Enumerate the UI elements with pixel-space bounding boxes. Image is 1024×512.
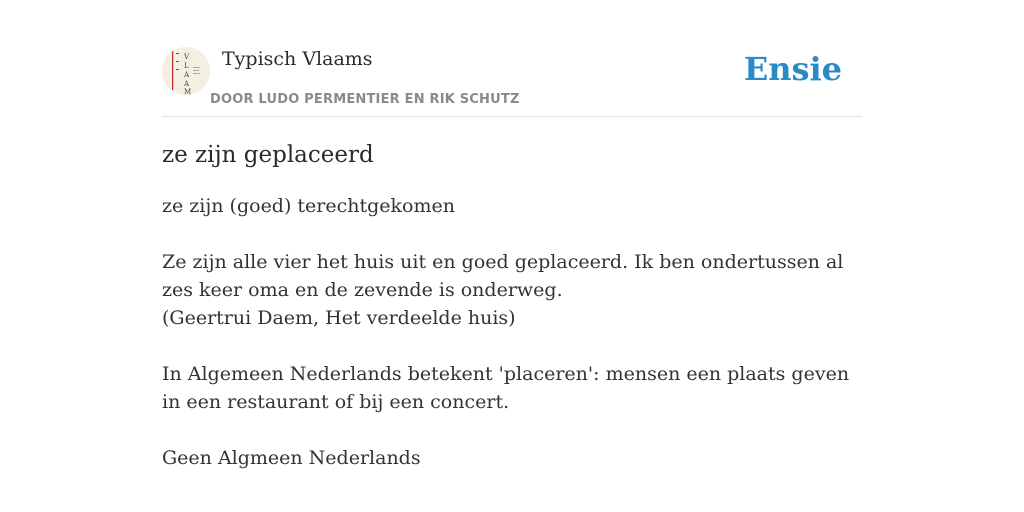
svg-text:A: A xyxy=(184,80,190,88)
entry-example: Ze zijn alle vier het huis uit en goed geplaceerd. Ik ben ondertussen al zes keer oma en de zevende is onderweg. xyxy=(162,251,844,301)
source-title[interactable]: Typisch Vlaams xyxy=(222,48,373,70)
entry-definition: ze zijn (goed) terechtgekomen xyxy=(162,195,455,217)
entry-example-source: (Geertrui Daem, Het verdeelde huis) xyxy=(162,307,516,329)
svg-text:A: A xyxy=(184,71,190,79)
spacer xyxy=(162,220,862,248)
spacer xyxy=(162,332,862,360)
entry-note: In Algemeen Nederlands betekent 'placeren': mensen een plaats geven in een restaurant of bij een concert. xyxy=(162,363,850,413)
svg-text:L: L xyxy=(184,62,189,70)
page xyxy=(162,0,862,512)
entry-term: ze zijn geplaceerd xyxy=(162,142,374,168)
entry-body xyxy=(162,192,862,472)
entry-label: Geen Algmeen Nederlands xyxy=(162,447,421,469)
source-logo-icon[interactable] xyxy=(162,47,210,95)
byline: DOOR LUDO PERMENTIER EN RIK SCHUTZ xyxy=(210,92,520,107)
svg-text:V: V xyxy=(184,53,190,61)
svg-text:M: M xyxy=(184,88,192,95)
ensie-logo[interactable]: Ensie xyxy=(743,50,842,88)
header xyxy=(162,44,862,117)
spacer xyxy=(162,416,862,444)
